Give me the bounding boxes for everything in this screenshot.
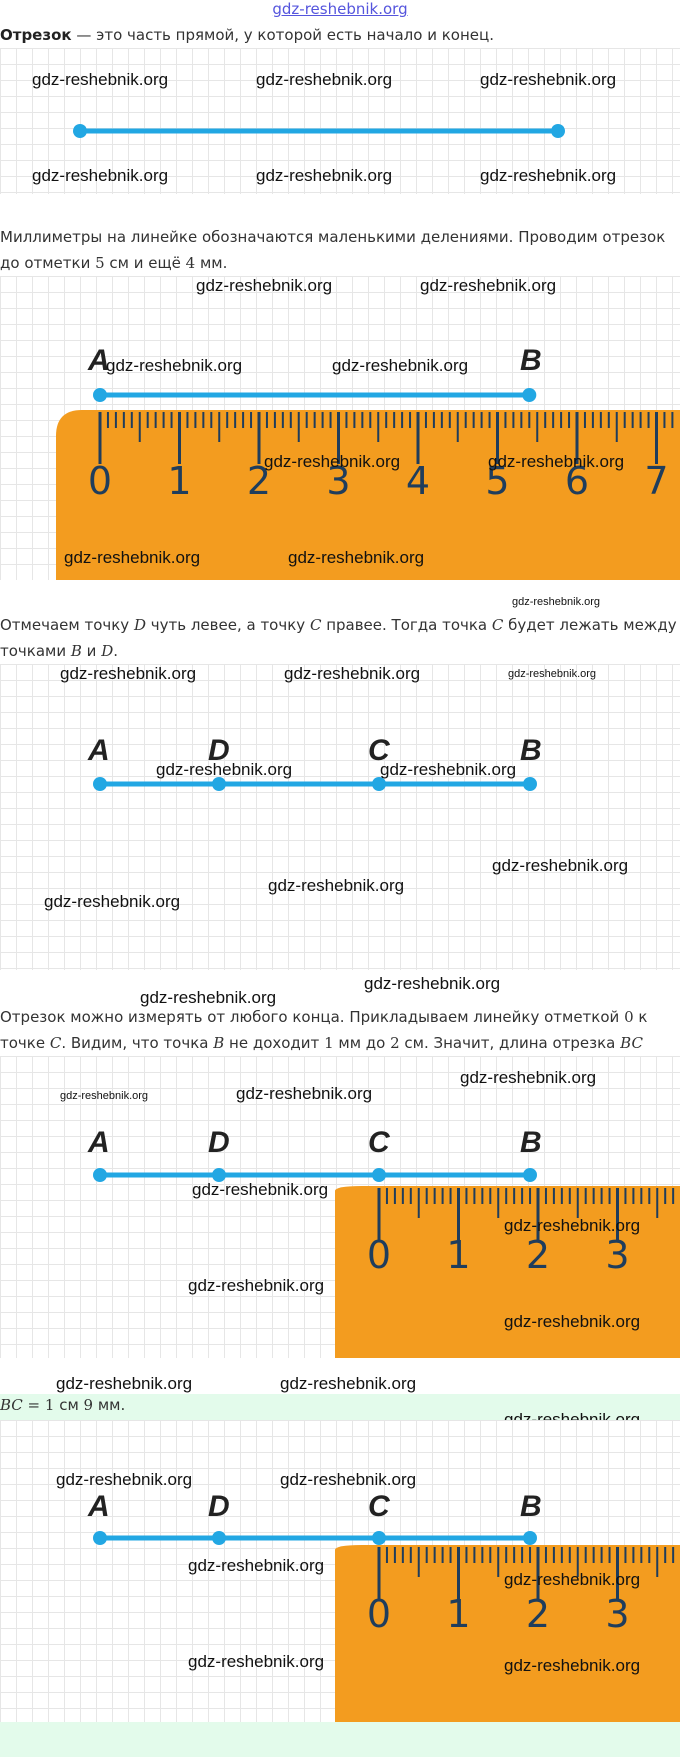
watermark: gdz-reshebnik.org xyxy=(60,664,197,683)
text: мм до xyxy=(333,1034,391,1052)
text: не доходит xyxy=(224,1034,325,1052)
math: BC xyxy=(620,1034,643,1052)
text: будет лежать между точками xyxy=(0,616,677,660)
point-b xyxy=(523,1168,537,1182)
point-b xyxy=(522,388,536,402)
label-b: B xyxy=(520,734,542,767)
point-c xyxy=(372,1168,386,1182)
figure-2-grid xyxy=(0,276,680,580)
ruler-label: 1 xyxy=(446,1592,471,1636)
watermark: gdz-reshebnik.org xyxy=(192,1180,329,1199)
label-d: D xyxy=(208,1126,230,1159)
watermark: gdz-reshebnik.org xyxy=(504,1312,641,1331)
ruler-label: 0 xyxy=(87,459,113,503)
label-d: D xyxy=(208,1490,230,1523)
ruler-label: 5 xyxy=(485,459,510,503)
ruler-label: 3 xyxy=(605,1592,630,1636)
watermark: gdz-reshebnik.org xyxy=(512,596,601,608)
watermark: gdz-reshebnik.org xyxy=(60,1090,149,1102)
math: BC xyxy=(0,1396,23,1414)
watermark: gdz-reshebnik.org xyxy=(504,1570,641,1589)
text: правее. Тогда точка xyxy=(321,616,492,634)
paragraph-definition xyxy=(0,22,680,48)
watermark: gdz-reshebnik.org xyxy=(32,166,169,185)
ruler-label: 3 xyxy=(326,459,351,503)
watermark: gdz-reshebnik.org xyxy=(284,664,421,683)
label-b: B xyxy=(520,1490,542,1523)
bottom-highlight xyxy=(0,1722,680,1757)
figure-1-grid xyxy=(0,48,680,194)
watermark: gdz-reshebnik.org xyxy=(460,1068,597,1087)
label-c: C xyxy=(368,1490,390,1523)
text: и xyxy=(81,642,102,660)
text: Миллиметры на линейке обозначаются маленькими делениями. Проводим отрезок до отметки xyxy=(0,228,666,272)
watermark: gdz-reshebnik.org xyxy=(140,988,277,1007)
watermark: gdz-reshebnik.org xyxy=(56,1470,193,1489)
watermark: gdz-reshebnik.org xyxy=(480,70,617,89)
math: B xyxy=(213,1034,225,1052)
label-d: D xyxy=(208,734,230,767)
point-a xyxy=(93,388,107,402)
watermark: gdz-reshebnik.org xyxy=(264,452,401,471)
watermark: gdz-reshebnik.org xyxy=(64,548,201,567)
ruler-label: 6 xyxy=(564,459,590,503)
ruler-label: 1 xyxy=(446,1233,471,1277)
answer-text xyxy=(0,1396,125,1414)
text: . Видим, что точка xyxy=(61,1034,214,1052)
point-a xyxy=(93,1168,107,1182)
text: Отрезок можно измерять от любого конца. Прикладываем линейку отметкой xyxy=(0,1008,625,1026)
number: 1 xyxy=(44,1396,55,1414)
label-b: B xyxy=(520,344,542,377)
ruler-figure-1 xyxy=(0,276,680,580)
text: мм. xyxy=(93,1396,126,1414)
text: мм. xyxy=(195,254,228,272)
text: см и ещё xyxy=(104,254,186,272)
text: чуть левее, а точку xyxy=(145,616,310,634)
watermark: gdz-reshebnik.org xyxy=(420,276,557,295)
ruler-label: 2 xyxy=(246,459,272,503)
watermark: gdz-reshebnik.org xyxy=(156,760,293,779)
label-a: A xyxy=(88,1490,110,1523)
text: к точке xyxy=(0,1008,648,1052)
point-b xyxy=(523,1531,537,1545)
number: 2 xyxy=(390,1034,400,1052)
number: 0 xyxy=(624,1008,634,1026)
label-a: A xyxy=(88,734,110,767)
number: 4 xyxy=(185,254,196,272)
label-c: C xyxy=(368,734,390,767)
ruler-label: 7 xyxy=(644,459,669,503)
label-a: A xyxy=(88,1126,110,1159)
text: см. Значит, длина отрезка xyxy=(399,1034,621,1052)
segment-adcb-figure xyxy=(0,664,680,970)
watermark: gdz-reshebnik.org xyxy=(44,892,181,911)
watermark: gdz-reshebnik.org xyxy=(488,452,625,471)
math: C xyxy=(49,1034,62,1052)
number: 1 xyxy=(324,1034,334,1052)
watermark: gdz-reshebnik.org xyxy=(256,166,393,185)
math: = xyxy=(22,1396,45,1414)
term-bold: Отрезок xyxy=(0,26,72,44)
ruler-label: 0 xyxy=(366,1233,392,1277)
watermark: gdz-reshebnik.org xyxy=(188,1276,325,1295)
ruler-label: 2 xyxy=(525,1592,551,1636)
watermark: gdz-reshebnik.org xyxy=(196,276,333,295)
watermark: gdz-reshebnik.org xyxy=(32,70,169,89)
watermark: gdz-reshebnik.org xyxy=(56,1374,193,1393)
point-a xyxy=(93,1531,107,1545)
watermark: gdz-reshebnik.org xyxy=(508,668,597,680)
math: D xyxy=(133,616,146,634)
point-a xyxy=(93,777,107,791)
watermark: gdz-reshebnik.org xyxy=(280,1470,417,1489)
figure-3-grid xyxy=(0,664,680,970)
watermark: gdz-reshebnik.org xyxy=(268,876,405,895)
math: C xyxy=(309,616,322,634)
number: 5 xyxy=(95,254,105,272)
watermark: gdz-reshebnik.org xyxy=(504,1216,641,1235)
math: B xyxy=(70,642,82,660)
watermark: gdz-reshebnik.org xyxy=(480,166,617,185)
paragraph-ruler-intro xyxy=(0,224,680,276)
watermark: gdz-reshebnik.org xyxy=(332,356,469,375)
number: 9 xyxy=(83,1396,94,1414)
text: см xyxy=(54,1396,84,1414)
paragraph-points xyxy=(0,612,680,664)
figure-4-grid xyxy=(0,1056,680,1358)
text: Отмечаем точку xyxy=(0,616,134,634)
watermark: gdz-reshebnik.org xyxy=(492,856,629,875)
ruler-label: 1 xyxy=(167,459,192,503)
point-d xyxy=(212,1531,226,1545)
label-b: B xyxy=(520,1126,542,1159)
site-link[interactable]: gdz-reshebnik.org xyxy=(272,0,408,18)
watermark: gdz-reshebnik.org xyxy=(364,974,501,993)
segment-end-point xyxy=(551,124,565,138)
label-c: C xyxy=(368,1126,390,1159)
watermark: gdz-reshebnik.org xyxy=(288,548,425,567)
watermark: gdz-reshebnik.org xyxy=(106,356,243,375)
ruler-label: 0 xyxy=(366,1592,392,1636)
watermark: gdz-reshebnik.org xyxy=(188,1652,325,1671)
ruler-label: 4 xyxy=(405,459,431,503)
point-c xyxy=(372,1531,386,1545)
watermark: gdz-reshebnik.org xyxy=(236,1084,373,1103)
ruler-label: 2 xyxy=(525,1233,551,1277)
watermark: gdz-reshebnik.org xyxy=(280,1374,417,1393)
ruler-label: 3 xyxy=(605,1233,630,1277)
watermark: gdz-reshebnik.org xyxy=(380,760,517,779)
math: C xyxy=(491,616,504,634)
watermark: gdz-reshebnik.org xyxy=(504,1656,641,1675)
math: D xyxy=(101,642,114,660)
figure-5-grid xyxy=(0,1420,680,1722)
watermark: gdz-reshebnik.org xyxy=(256,70,393,89)
label-a: A xyxy=(88,344,110,377)
segment-start-point xyxy=(73,124,87,138)
watermark: gdz-reshebnik.org xyxy=(188,1556,325,1575)
text: . xyxy=(113,642,119,660)
point-b xyxy=(523,777,537,791)
definition-text: — это часть прямой, у которой есть начало и конец. xyxy=(71,26,494,44)
